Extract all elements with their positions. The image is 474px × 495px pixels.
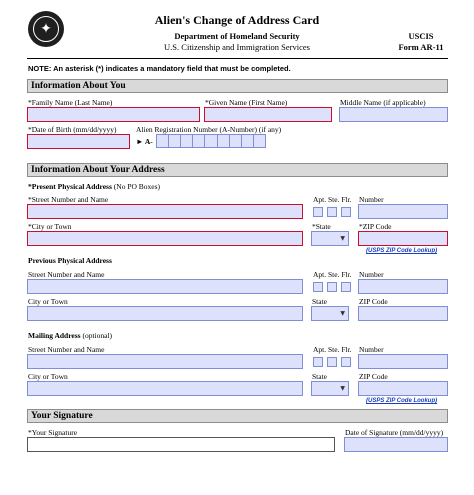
- previous-street-input[interactable]: [27, 279, 303, 294]
- mailing-apt-label: Apt. Ste. Flr.: [313, 345, 352, 354]
- mailing-state-label: State: [312, 372, 327, 381]
- present-state-select[interactable]: [311, 231, 349, 246]
- mailing-flr-checkbox[interactable]: [341, 357, 351, 367]
- previous-flr-checkbox[interactable]: [341, 282, 351, 292]
- header-divider: [27, 58, 448, 59]
- mailing-address-heading-bold: Mailing Address: [28, 331, 81, 340]
- mailing-address-heading-note: (optional): [80, 331, 113, 340]
- uscis-label: USCIS: [408, 31, 434, 41]
- your-signature-label: *Your Signature: [28, 428, 78, 437]
- present-address-heading-note: (No PO Boxes): [111, 182, 161, 191]
- present-street-label: *Street Number and Name: [28, 195, 109, 204]
- section-signature: Your Signature: [27, 409, 448, 423]
- previous-apt-checkbox[interactable]: [313, 282, 323, 292]
- previous-zip-input[interactable]: [358, 306, 448, 321]
- form-number: Form AR-11: [398, 42, 444, 52]
- a-number-input[interactable]: [156, 134, 266, 148]
- present-number-input[interactable]: [358, 204, 448, 219]
- section-address: Information About Your Address: [27, 163, 448, 177]
- previous-street-label: Street Number and Name: [28, 270, 105, 279]
- chevron-down-icon: ▼: [340, 235, 345, 242]
- a-number-prefix: ► A-: [136, 137, 153, 146]
- present-city-label: *City or Town: [28, 222, 72, 231]
- mailing-ste-checkbox[interactable]: [327, 357, 337, 367]
- previous-state-label: State: [312, 297, 327, 306]
- present-zip-lookup-link[interactable]: (USPS ZIP Code Lookup): [366, 248, 438, 254]
- chevron-down-icon: ▼: [340, 385, 345, 392]
- present-address-heading: [28, 182, 160, 191]
- a-number-digit[interactable]: [181, 135, 193, 147]
- dob-label: *Date of Birth (mm/dd/yyyy): [28, 125, 117, 134]
- a-number-digit[interactable]: [193, 135, 205, 147]
- present-ste-checkbox[interactable]: [327, 207, 337, 217]
- family-name-input[interactable]: [27, 107, 200, 122]
- present-state-label: *State: [312, 222, 331, 231]
- mailing-zip-label: ZIP Code: [359, 372, 388, 381]
- chevron-down-icon: ▼: [340, 310, 345, 317]
- previous-address-heading: Previous Physical Address: [28, 256, 112, 265]
- dob-input[interactable]: [27, 134, 130, 149]
- mandatory-note: NOTE: An asterisk (*) indicates a mandatory field that must be completed.: [28, 64, 291, 73]
- previous-zip-label: ZIP Code: [359, 297, 388, 306]
- mailing-state-select[interactable]: [311, 381, 349, 396]
- previous-state-select[interactable]: [311, 306, 349, 321]
- previous-number-input[interactable]: [358, 279, 448, 294]
- a-number-digit[interactable]: [254, 135, 265, 147]
- present-street-input[interactable]: [27, 204, 303, 219]
- mailing-street-label: Street Number and Name: [28, 345, 105, 354]
- signature-date-input[interactable]: [344, 437, 448, 452]
- mailing-street-input[interactable]: [27, 354, 303, 369]
- a-number-digit[interactable]: [157, 135, 169, 147]
- previous-apt-label: Apt. Ste. Flr.: [313, 270, 352, 279]
- mailing-zip-lookup-link[interactable]: (USPS ZIP Code Lookup): [366, 398, 438, 404]
- department-name: Department of Homeland Security: [174, 31, 300, 41]
- middle-name-input[interactable]: [339, 107, 448, 122]
- signature-date-label: Date of Signature (mm/dd/yyyy): [345, 428, 444, 437]
- dhs-seal-eagle-icon: ✦: [40, 21, 52, 37]
- present-zip-label: *ZIP Code: [359, 222, 392, 231]
- a-number-label: Alien Registration Number (A-Number) (if any): [136, 125, 282, 134]
- section-about-you: Information About You: [27, 79, 448, 93]
- a-number-digit[interactable]: [205, 135, 217, 147]
- given-name-input[interactable]: [204, 107, 332, 122]
- present-number-label: Number: [359, 195, 384, 204]
- given-name-label: *Given Name (First Name): [205, 98, 288, 107]
- previous-city-label: City or Town: [28, 297, 68, 306]
- a-number-digit[interactable]: [218, 135, 230, 147]
- previous-city-input[interactable]: [27, 306, 303, 321]
- present-flr-checkbox[interactable]: [341, 207, 351, 217]
- mailing-number-input[interactable]: [358, 354, 448, 369]
- signature-box[interactable]: [27, 437, 335, 452]
- previous-number-label: Number: [359, 270, 384, 279]
- mailing-apt-checkbox[interactable]: [313, 357, 323, 367]
- present-zip-input[interactable]: [358, 231, 448, 246]
- a-number-digit[interactable]: [169, 135, 181, 147]
- mailing-city-label: City or Town: [28, 372, 68, 381]
- present-apt-label: Apt. Ste. Flr.: [313, 195, 352, 204]
- present-city-input[interactable]: [27, 231, 303, 246]
- family-name-label: *Family Name (Last Name): [28, 98, 113, 107]
- middle-name-label: Middle Name (if applicable): [340, 98, 426, 107]
- previous-ste-checkbox[interactable]: [327, 282, 337, 292]
- mailing-number-label: Number: [359, 345, 384, 354]
- present-address-heading-bold: *Present Physical Address: [28, 182, 112, 191]
- mailing-address-heading: [28, 331, 112, 340]
- a-number-digit[interactable]: [242, 135, 254, 147]
- agency-name: U.S. Citizenship and Immigration Services: [164, 42, 310, 52]
- mailing-city-input[interactable]: [27, 381, 303, 396]
- present-apt-checkbox[interactable]: [313, 207, 323, 217]
- mailing-zip-input[interactable]: [358, 381, 448, 396]
- a-number-digit[interactable]: [230, 135, 242, 147]
- form-title: Alien's Change of Address Card: [154, 13, 320, 27]
